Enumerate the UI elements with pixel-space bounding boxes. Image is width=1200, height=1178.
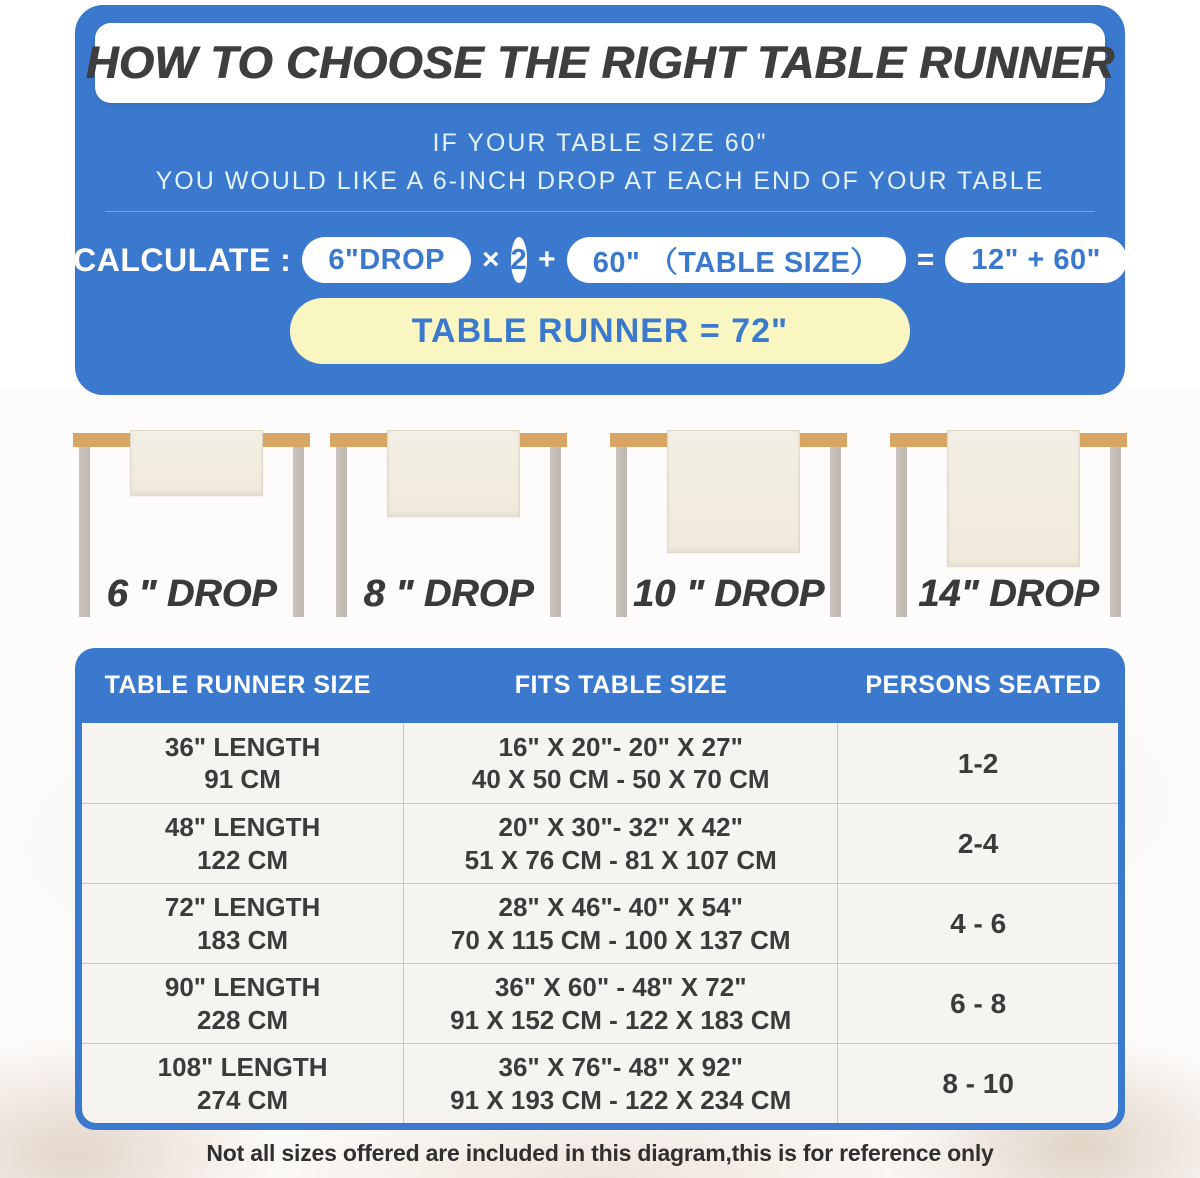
table-row: [82, 1043, 1118, 1123]
runner-size-inches: 72" LENGTH: [164, 892, 321, 922]
persons-seated-cell: 4 - 6: [950, 908, 1007, 939]
drop-figures: [0, 395, 1200, 648]
multiply-operator: ×: [482, 243, 500, 276]
table-row: [82, 803, 1118, 883]
fits-size-cell: [403, 804, 838, 883]
instruction-panel: [75, 5, 1125, 395]
drop-label: 6 " DROP: [106, 573, 277, 615]
table-runner-drape: [130, 430, 263, 496]
runner-size-cell: [82, 804, 403, 883]
runner-size-cm: 183 CM: [197, 924, 289, 955]
persons-seated-cell: 1-2: [957, 747, 999, 779]
equals-operator: =: [916, 243, 935, 276]
reference-disclaimer: Not all sizes offered are included in this diagram,this is for reference only: [206, 1140, 994, 1166]
fits-size-cm: 51 X 76 CM - 81 X 107 CM: [464, 844, 777, 875]
fits-size-cm: 91 X 193 CM - 122 X 234 CM: [450, 1084, 792, 1115]
fits-size-cell: [403, 884, 838, 963]
intro-line-2: YOU WOULD LIKE A 6-INCH DROP AT EACH END OF YOUR TABLE: [155, 167, 1045, 195]
runner-size-inches: 90" LENGTH: [164, 972, 321, 1002]
calculate-label: CALCULATE :: [73, 241, 292, 278]
sum-pill: 12" + 60": [945, 237, 1127, 283]
panel-divider: [105, 211, 1095, 212]
table-row: [82, 723, 1118, 803]
column-header-persons-seated: PERSONS SEATED: [865, 671, 1102, 699]
size-table-body: [82, 723, 1118, 1123]
table-row: [82, 883, 1118, 963]
plus-operator: +: [538, 243, 556, 276]
persons-seated-cell: 2-4: [957, 828, 999, 859]
runner-result-pill: TABLE RUNNER = 72": [290, 298, 910, 364]
calculation-row: [75, 236, 1125, 284]
fits-size-inches: 28" X 46"- 40" X 54": [498, 892, 743, 922]
runner-size-cell: [82, 723, 403, 803]
title-banner: [85, 23, 1115, 103]
table-figure-14-drop: [890, 395, 1127, 645]
table-runner-drape: [387, 430, 520, 517]
table-figure-8-drop: [330, 395, 567, 645]
fits-size-cell: [403, 1044, 838, 1123]
table-figure-6-drop: [73, 395, 310, 645]
multiplier-circle: 2: [511, 237, 528, 283]
runner-size-inches: 48" LENGTH: [164, 812, 321, 842]
runner-size-cell: [82, 1044, 403, 1123]
runner-size-inches: 108" LENGTH: [157, 1052, 328, 1082]
intro-line-1: IF YOUR TABLE SIZE 60": [432, 129, 768, 157]
runner-size-cell: [82, 884, 403, 963]
size-reference-table: [75, 648, 1125, 1130]
fits-size-inches: 36" X 60" - 48" X 72": [494, 972, 747, 1002]
table-runner-drape: [667, 430, 800, 553]
size-table-header: [75, 648, 1125, 723]
column-header-fits-table-size: FITS TABLE SIZE: [514, 671, 728, 699]
runner-size-cm: 91 CM: [204, 764, 281, 794]
drop-label: 10 " DROP: [632, 573, 825, 615]
fits-size-cell: [403, 964, 838, 1043]
fits-size-cm: 40 X 50 CM - 50 X 70 CM: [471, 764, 770, 794]
runner-size-cm: 274 CM: [197, 1084, 289, 1115]
fits-size-inches: 36" X 76"- 48" X 92": [498, 1052, 743, 1082]
fits-size-cell: [403, 723, 838, 803]
fits-size-inches: 16" X 20"- 20" X 27": [498, 731, 743, 762]
runner-size-cm: 122 CM: [197, 844, 289, 875]
fits-size-inches: 20" X 30"- 32" X 42": [498, 812, 743, 842]
page-title: HOW TO CHOOSE THE RIGHT TABLE RUNNER: [85, 37, 1115, 88]
runner-size-cell: [82, 964, 403, 1043]
persons-seated-cell: 6 - 8: [950, 988, 1007, 1019]
table-size-pill: 60" （TABLE SIZE）: [567, 237, 906, 283]
drop-label: 14" DROP: [918, 573, 1099, 615]
column-header-runner-size: TABLE RUNNER SIZE: [104, 671, 371, 699]
table-figure-10-drop: [610, 395, 847, 645]
runner-size-cm: 228 CM: [197, 1004, 289, 1035]
drop-value-pill: 6"DROP: [302, 237, 471, 283]
table-runner-drape: [947, 430, 1080, 567]
persons-seated-cell: 8 - 10: [942, 1068, 1014, 1099]
runner-size-inches: 36" LENGTH: [164, 731, 321, 762]
fits-size-cm: 91 X 152 CM - 122 X 183 CM: [450, 1004, 792, 1035]
table-row: [82, 963, 1118, 1043]
fits-size-cm: 70 X 115 CM - 100 X 137 CM: [450, 924, 791, 955]
drop-label: 8 " DROP: [363, 573, 534, 615]
